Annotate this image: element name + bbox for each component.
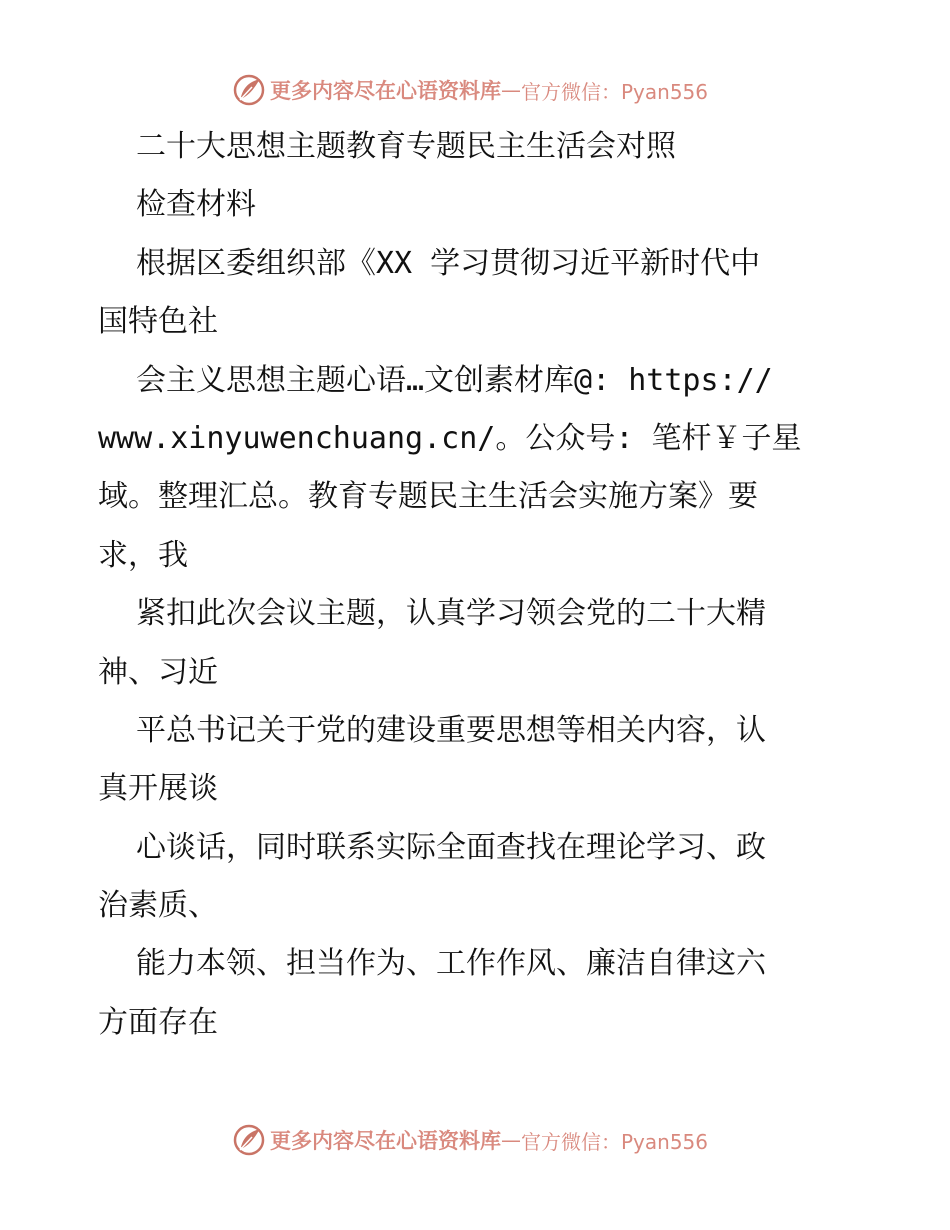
paragraph-line: 域。整理汇总。教育专题民主生活会实施方案》要 <box>98 479 758 515</box>
title-line: 检查材料 <box>136 187 256 223</box>
watermark-title: 更多内容尽在心语资料库 <box>270 1128 501 1153</box>
footer-watermark <box>232 1120 708 1160</box>
leaf-logo-icon <box>232 1123 266 1157</box>
title-line: 二十大思想主题教育专题民主生活会对照 <box>136 129 676 164</box>
header-watermark <box>232 70 708 110</box>
watermark-title: 更多内容尽在心语资料库 <box>270 78 501 103</box>
watermark-dash: — <box>501 1128 521 1152</box>
paragraph-line: 求，我 <box>98 537 188 573</box>
paragraph-line: 方面存在 <box>98 1004 218 1040</box>
leaf-logo-icon <box>232 73 266 107</box>
paragraph-line: 会主义思想主题心语…文创素材库@: https:// <box>136 362 773 398</box>
document-body <box>98 118 858 1052</box>
watermark-wechat: 官方微信：Pyan556 <box>521 1129 709 1154</box>
paragraph-line: www.xinyuwenchuang.cn/。公众号: 笔杆￥子星 <box>98 420 802 456</box>
paragraph-line: 真开展谈 <box>98 771 218 807</box>
paragraph-line: 心谈话，同时联系实际全面查找在理论学习、政 <box>136 829 766 865</box>
watermark-wechat: 官方微信：Pyan556 <box>521 79 709 104</box>
watermark-dash: — <box>501 78 521 102</box>
paragraph-line: 紧扣此次会议主题，认真学习领会党的二十大精 <box>136 596 766 632</box>
paragraph-line: 能力本领、担当作为、工作作风、廉洁自律这六 <box>136 946 766 982</box>
paragraph-line: 神、习近 <box>98 654 218 690</box>
paragraph-line: 平总书记关于党的建设重要思想等相关内容，认 <box>136 712 766 748</box>
paragraph-line: 治素质、 <box>98 888 218 924</box>
paragraph-line: 根据区委组织部《XX 学习贯彻习近平新时代中 <box>136 245 761 281</box>
paragraph-line: 国特色社 <box>98 304 218 340</box>
